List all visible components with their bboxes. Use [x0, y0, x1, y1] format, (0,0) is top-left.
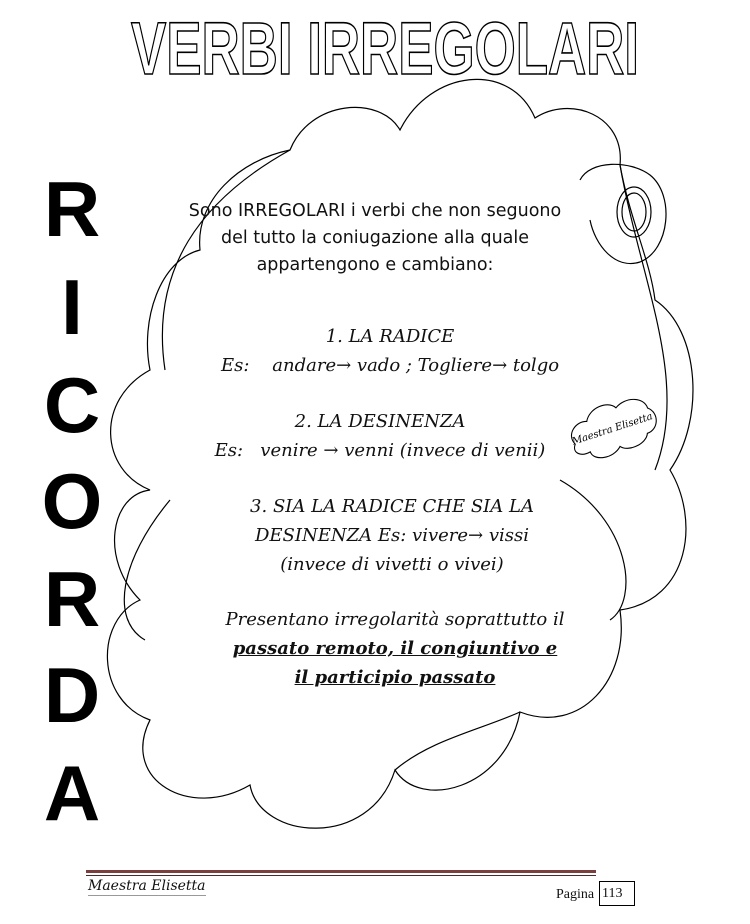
page-number: 113 — [599, 881, 635, 906]
rule-title: 3. SIA LA RADICE CHE SIA LA DESINENZA — [250, 496, 534, 546]
stamp-text: Maestra Elisetta — [570, 411, 655, 448]
stamp-badge — [564, 391, 663, 466]
rule-item-entrambi — [222, 492, 562, 579]
rule-item-desinenza — [200, 407, 560, 465]
footer-divider-thin — [86, 875, 596, 876]
footer-divider — [86, 870, 596, 873]
note-intro: Presentano irregolarità soprattutto il — [225, 609, 565, 630]
side-letter-d: D — [43, 651, 101, 739]
side-letter-r: R — [43, 165, 101, 253]
side-letter-o: O — [41, 457, 103, 545]
rule-example: Es: andare→ vado ; Togliere→ tolgo — [220, 355, 560, 376]
page-title-text: VERBI IRREGOLARI — [131, 7, 639, 80]
page-label: Pagina — [556, 887, 595, 902]
side-letter-c: C — [43, 361, 101, 449]
side-letter-a: A — [43, 749, 101, 837]
intro-paragraph: Sono IRREGOLARI i verbi che non seguono del tutto la coniugazione alla quale appartengono e cambiano: — [188, 201, 562, 275]
note-bold-line-1: passato remoto, il congiuntivo e — [232, 638, 558, 659]
rule-example: Es: venire → venni (invece di venii) — [214, 440, 546, 461]
footer-signature: Maestra Elisetta — [88, 878, 206, 894]
rule-title: 1. LA RADICE — [325, 326, 455, 347]
side-letter-r2: R — [43, 555, 101, 643]
irregularity-note — [200, 605, 590, 692]
rule-item-radice — [200, 322, 580, 380]
side-letter-i: I — [61, 263, 83, 351]
rule-title: 2. LA DESINENZA — [294, 411, 466, 432]
rule-example: Es: vivere→ vissi (invece di vivetti o vivei) — [280, 525, 530, 575]
note-bold-line-2: il participio passato — [294, 667, 496, 688]
